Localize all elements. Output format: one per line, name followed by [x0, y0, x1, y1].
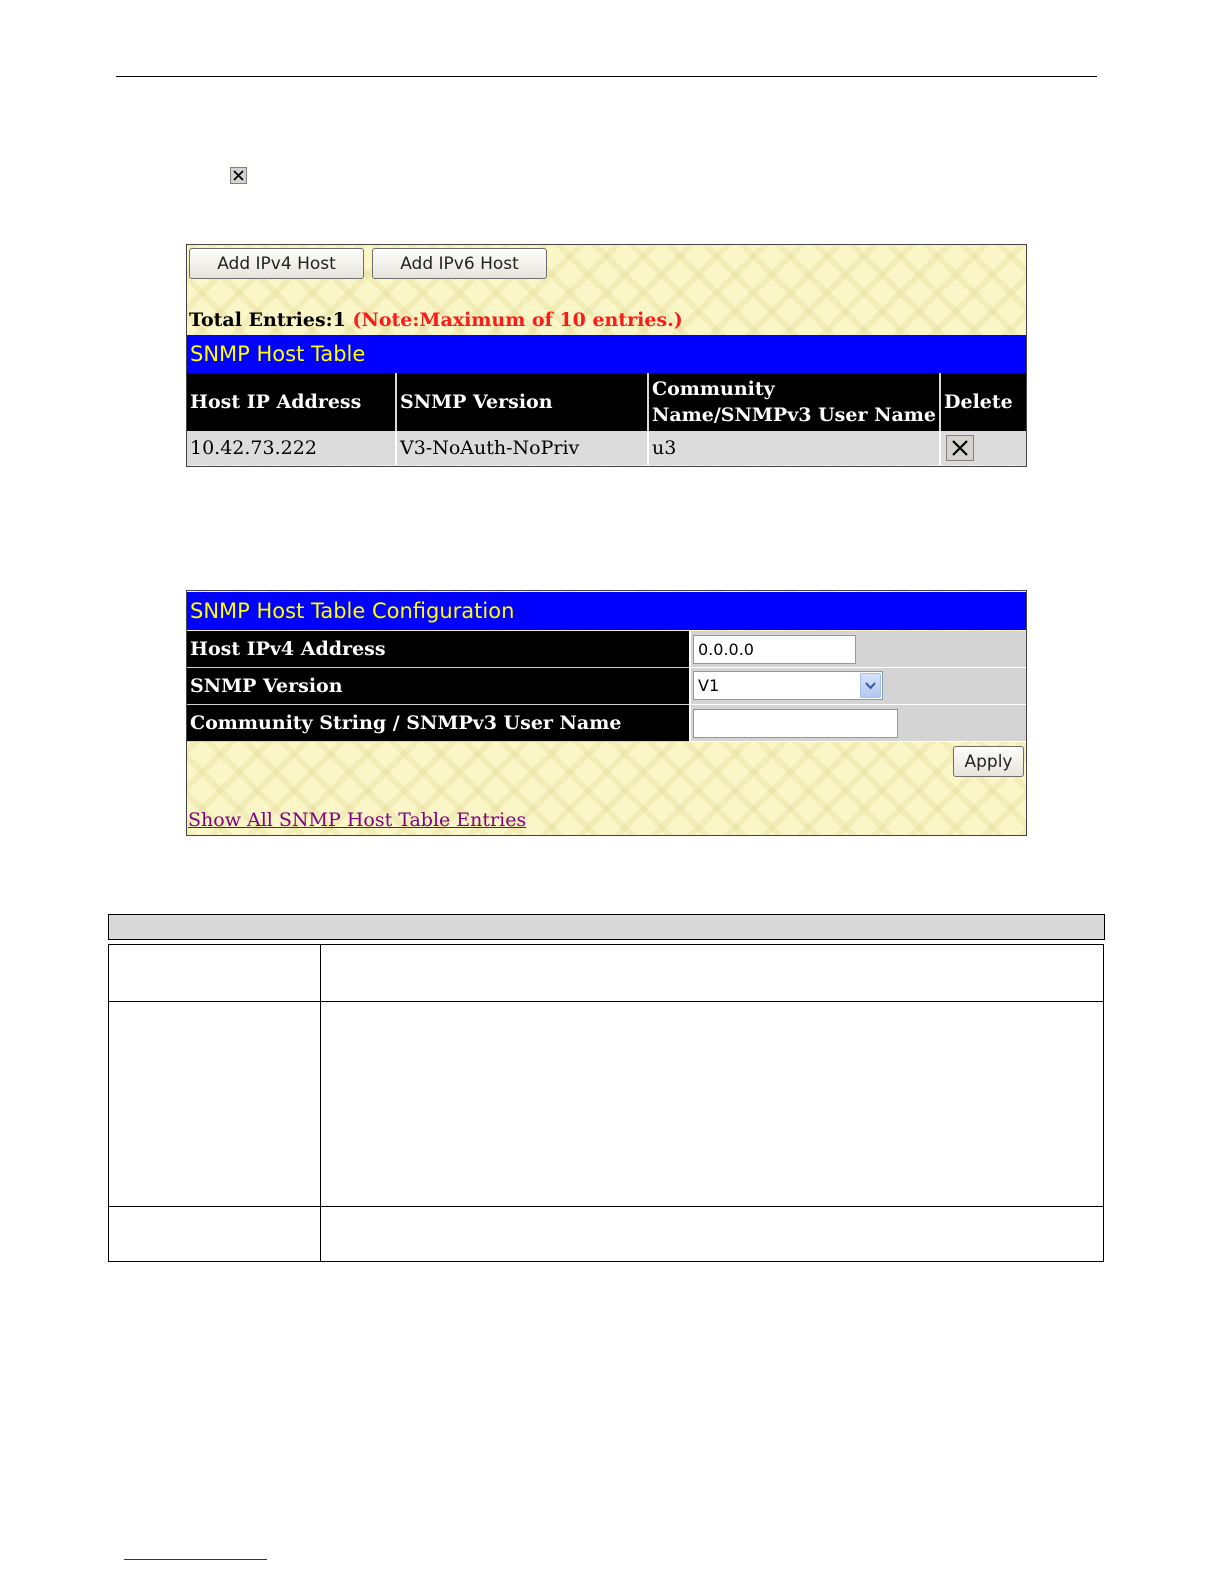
cell-community: u3: [648, 431, 940, 465]
community-row: [187, 705, 1026, 742]
community-input[interactable]: [693, 709, 898, 738]
cell-delete: [940, 431, 1026, 465]
total-entries-line: [189, 309, 683, 331]
max-entries-note: (Note:Maximum of 10 entries.): [352, 309, 683, 331]
add-ipv6-host-button[interactable]: Add IPv6 Host: [372, 248, 547, 279]
description-cell: [321, 1207, 1104, 1262]
config-panel-title: SNMP Host Table Configuration: [187, 592, 1026, 630]
snmp-version-value-cell: [689, 668, 1026, 705]
community-label: Community String / SNMPv3 User Name: [187, 705, 689, 742]
parameter-cell: [109, 1207, 321, 1262]
description-cell: [321, 1002, 1104, 1207]
total-entries-text: Total Entries:1: [189, 309, 346, 331]
delete-row-button[interactable]: [946, 435, 974, 461]
snmp-version-selected: V1: [698, 676, 720, 695]
description-cell: [321, 945, 1104, 1002]
host-ipv4-row: [187, 631, 1026, 668]
description-table-header: [108, 914, 1105, 940]
cell-snmp-version: V3-NoAuth-NoPriv: [396, 431, 648, 465]
host-ipv4-value-cell: [689, 631, 1026, 668]
snmp-host-table-panel: [186, 244, 1027, 467]
snmp-host-table: [187, 373, 1026, 465]
column-header-snmp-version: SNMP Version: [396, 373, 648, 431]
table-row: [109, 1002, 1104, 1207]
description-table: [108, 944, 1104, 1262]
chevron-down-icon[interactable]: [860, 673, 881, 698]
snmp-version-row: [187, 668, 1026, 705]
snmp-host-table-title: SNMP Host Table: [187, 335, 1026, 373]
snmp-host-config-panel: [186, 590, 1027, 836]
table-row: [109, 1207, 1104, 1262]
column-header-community: Community Name/SNMPv3 User Name: [648, 373, 940, 431]
parameter-cell: [109, 945, 321, 1002]
apply-button[interactable]: Apply: [953, 746, 1024, 777]
column-header-delete: Delete: [940, 373, 1026, 431]
column-header-host-ip: Host IP Address: [187, 373, 396, 431]
table-row: [187, 431, 1026, 465]
add-ipv4-host-button[interactable]: Add IPv4 Host: [189, 248, 364, 279]
small-delete-icon: [230, 167, 247, 184]
host-ipv4-input[interactable]: 0.0.0.0: [693, 635, 856, 664]
snmp-version-select[interactable]: [693, 671, 883, 700]
table-header-row: [187, 373, 1026, 431]
snmp-version-label: SNMP Version: [187, 668, 689, 705]
top-rule: [116, 76, 1097, 77]
parameter-cell: [109, 1002, 321, 1207]
show-all-entries-link[interactable]: Show All SNMP Host Table Entries: [188, 809, 527, 831]
table-row: [109, 945, 1104, 1002]
community-value-cell: [689, 705, 1026, 742]
close-x-icon: [951, 439, 969, 457]
footer-link-underline: [124, 1559, 267, 1560]
host-ipv4-label: Host IPv4 Address: [187, 631, 689, 668]
cell-host-ip: 10.42.73.222: [187, 431, 396, 465]
